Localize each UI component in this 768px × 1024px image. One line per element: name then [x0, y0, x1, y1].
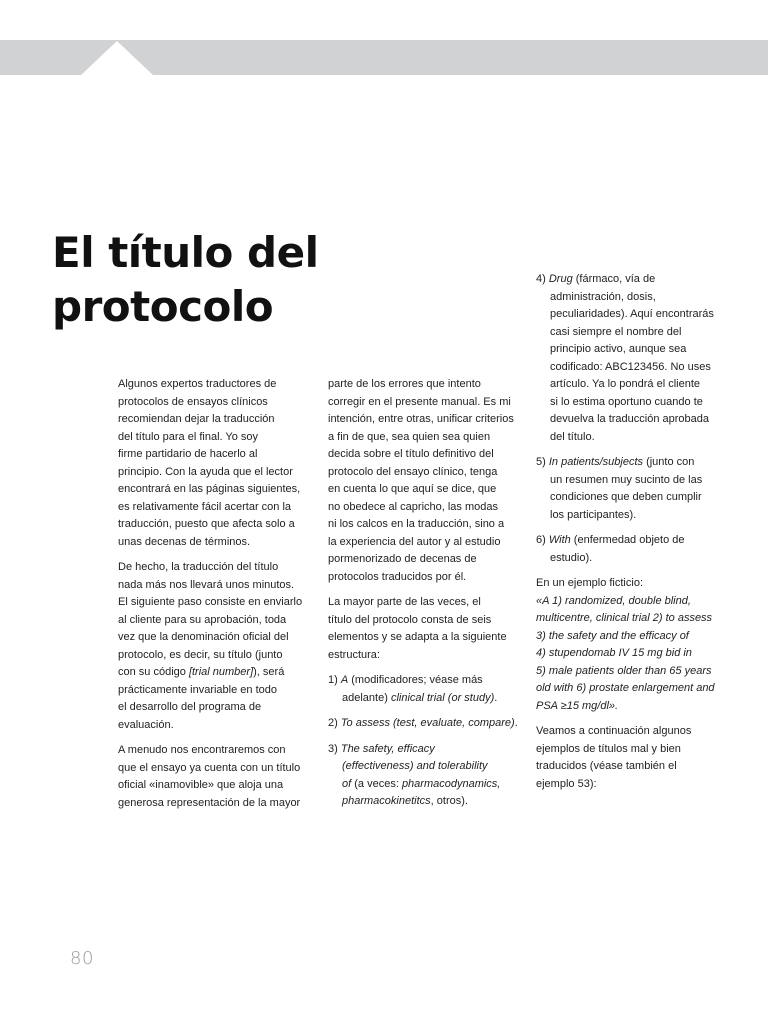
text-line: unas decenas de términos. — [118, 535, 251, 548]
italic-term: With — [548, 534, 571, 546]
italic-term: Drug — [548, 273, 573, 285]
text-line: generosa representación de la mayor — [118, 796, 301, 809]
text-line: no obedece al capricho, las modas — [328, 500, 498, 513]
text-line: La mayor parte de las veces, el — [328, 596, 481, 608]
paragraph — [536, 575, 732, 715]
text-line: A menudo nos encontraremos con — [118, 744, 286, 756]
list-item — [536, 271, 732, 446]
text-line: El siguiente paso consiste en enviarlo — [118, 596, 303, 608]
text-run: adelante) — [342, 691, 391, 704]
paragraph — [118, 742, 310, 812]
italic-term: [trial number] — [188, 666, 254, 678]
text-line: en cuenta lo que aquí se dice, que — [328, 483, 497, 495]
text-line: del título. — [550, 430, 595, 443]
text-line: ejemplo 53): — [536, 777, 597, 790]
italic-term: A — [340, 674, 349, 686]
text-run: (junto con — [643, 456, 695, 468]
text-line: título del protocolo consta de seis — [328, 613, 492, 626]
text-line-mixed — [536, 454, 732, 472]
text-line: elementos y se adapta a la siguiente — [328, 631, 507, 643]
text-line: la experiencia del autor y al estudio — [328, 535, 501, 548]
text-line-mixed — [118, 664, 310, 682]
italic-term: of — [342, 777, 352, 790]
text-line: protocolo del ensayo clínico, tenga — [328, 465, 498, 478]
text-line: protocolos traducidos por él. — [328, 570, 467, 583]
list-item — [328, 672, 520, 707]
list-item — [328, 715, 520, 733]
text-line: principio. Con la ayuda que el lector — [118, 465, 293, 478]
text-line: traducidos (véase también el — [536, 760, 677, 772]
page-number: 80 — [70, 948, 94, 969]
text-line: oficial «inamovible» que aloja una — [118, 779, 284, 791]
text-line: devuelva la traducción aprobada — [550, 413, 710, 425]
text-line: condiciones que deben cumplir — [550, 491, 702, 503]
list-number: 5) — [536, 456, 549, 468]
text-line: que el ensayo ya cuenta con un título — [118, 761, 301, 774]
list-item — [536, 454, 732, 524]
text-run: con su código — [118, 666, 189, 678]
text-line: pormenorizado de decenas de — [328, 553, 477, 565]
text-line: intención, entre otras, unificar criterios — [328, 413, 514, 425]
text-line: codificado: ABC123456. No uses — [550, 360, 711, 373]
chapter-title-line-2: protocolo — [52, 282, 274, 331]
list-item — [328, 741, 520, 811]
text-run: . — [514, 717, 518, 729]
text-line: recomiendan dejar la traducción — [118, 413, 275, 425]
italic-term: In patients/subjects — [548, 456, 644, 468]
text-line: estudio). — [550, 551, 593, 564]
text-line: protocolos de ensayos clínicos — [118, 395, 268, 408]
text-line: vez que la denominación oficial del — [118, 631, 289, 643]
text-line: Algunos expertos traductores de — [118, 378, 277, 390]
example-line: 4) stupendomab IV 15 mg bid in — [536, 647, 692, 659]
text-column-3 — [536, 271, 732, 801]
example-line: 3) the safety and the efficacy of — [536, 629, 689, 642]
example-line: 5) male patients older than 65 years — [536, 664, 712, 677]
example-line: «A 1) randomized, double blind, — [536, 594, 691, 607]
text-line: los participantes). — [550, 508, 637, 521]
text-line-mixed — [328, 690, 520, 708]
text-line: ejemplos de títulos mal y bien — [536, 742, 681, 755]
list-number: 4) — [536, 273, 549, 285]
text-line: casi siempre el nombre del — [550, 325, 682, 338]
italic-term: pharmacokinetitcs — [342, 795, 431, 807]
text-line: administración, dosis, — [550, 290, 656, 303]
text-line-mixed — [328, 776, 520, 794]
text-line: decida sobre el título definitivo del — [328, 448, 494, 460]
text-run: ), será — [253, 666, 285, 678]
list-number: 2) — [328, 717, 341, 729]
text-line-mixed — [536, 532, 732, 550]
text-line: el desarrollo del programa de — [118, 701, 262, 713]
text-line: al cliente para su aprobación, toda — [118, 613, 287, 626]
text-line: un resumen muy sucinto de las — [550, 473, 703, 486]
header-band-notch — [80, 41, 154, 76]
list-item — [536, 532, 732, 567]
paragraph — [536, 723, 732, 793]
example-line: PSA ≥15 mg/dl». — [536, 699, 619, 712]
text-line: De hecho, la traducción del título — [118, 561, 279, 573]
text-run: , otros). — [430, 795, 468, 807]
text-run: (a veces: — [351, 777, 402, 790]
chapter-title-line-1: El título del — [52, 228, 319, 277]
italic-term: The safety, efficacy — [340, 742, 435, 755]
list-number: 6) — [536, 534, 549, 546]
text-line-mixed — [328, 793, 520, 811]
list-number: 1) — [328, 674, 341, 686]
example-line: old with 6) prostate enlargement and — [536, 682, 715, 694]
text-run: (enfermedad objeto de — [570, 534, 685, 546]
text-line-mixed — [536, 271, 732, 289]
text-line-mixed — [328, 715, 520, 733]
text-line: En un ejemplo ficticio: — [536, 577, 643, 589]
text-column-1 — [118, 376, 310, 820]
text-line: peculiaridades). Aquí encontrarás — [550, 308, 714, 320]
text-line: nada más nos llevará unos minutos. — [118, 578, 295, 591]
text-run: (modificadores; véase más — [348, 674, 483, 686]
text-line: corregir en el presente manual. Es mi — [328, 395, 511, 408]
paragraph — [118, 376, 310, 551]
text-line: a fin de que, sea quien sea quien — [328, 430, 491, 443]
italic-term: pharmacodynamics, — [401, 777, 501, 790]
paragraph — [328, 594, 520, 664]
italic-line: (effectiveness) and tolerability — [342, 760, 488, 772]
chapter-title — [52, 226, 318, 334]
example-line: multicentre, clinical trial 2) to assess — [536, 612, 713, 624]
text-line: ni los calcos en la traducción, sino a — [328, 518, 505, 530]
text-line: del título para el final. Yo soy — [118, 430, 259, 443]
paragraph — [118, 559, 310, 734]
italic-term: clinical trial (or study) — [390, 691, 495, 704]
text-column-2 — [328, 376, 520, 819]
italic-term: To assess (test, evaluate, compare) — [340, 717, 515, 729]
text-line: es relativamente fácil acertar con la — [118, 500, 292, 513]
text-line: Veamos a continuación algunos — [536, 725, 692, 737]
text-line: traducción, puesto que afecta solo a — [118, 518, 295, 530]
text-run: (fármaco, vía de — [572, 273, 656, 285]
text-line: si lo estima oportuno cuando te — [550, 395, 703, 408]
text-line-mixed — [328, 741, 520, 759]
text-line: parte de los errores que intento — [328, 378, 481, 390]
text-line: firme partidario de hacerlo al — [118, 448, 258, 460]
text-line: evaluación. — [118, 718, 174, 731]
text-line-mixed — [328, 672, 520, 690]
text-run: . — [494, 691, 498, 704]
text-line: protocolo, es decir, su título (junto — [118, 648, 283, 661]
text-line: principio activo, aunque sea — [550, 343, 687, 355]
paragraph — [328, 376, 520, 586]
text-line: encontrará en las páginas siguientes, — [118, 483, 301, 495]
text-line: prácticamente invariable en todo — [118, 683, 277, 696]
text-line: estructura: — [328, 648, 380, 661]
text-line: artículo. Ya lo pondrá el cliente — [550, 378, 701, 390]
list-number: 3) — [328, 742, 341, 755]
